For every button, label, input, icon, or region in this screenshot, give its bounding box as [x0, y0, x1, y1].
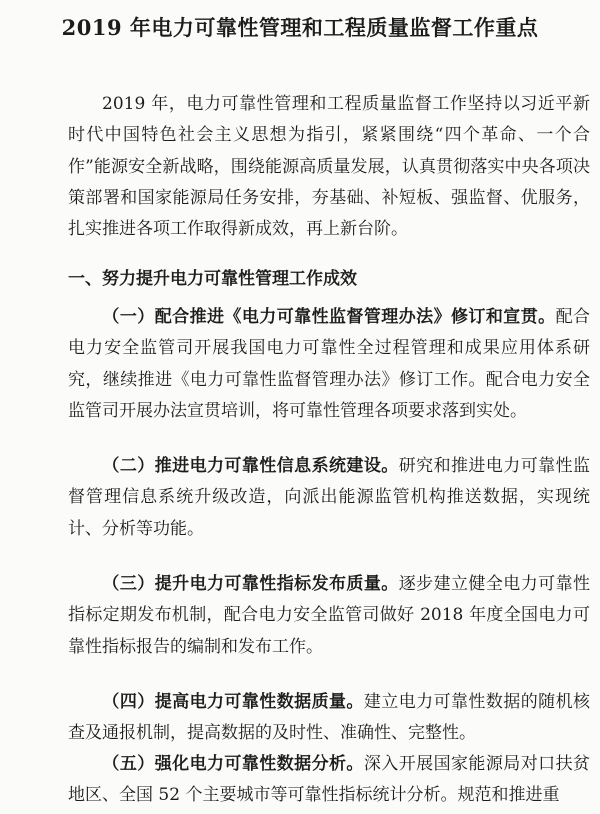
item-body: 研究和推进电力可靠性监督管理信息系统升级改造，向派出能源监管机构推送数据，实现统计、分析等功能。 [68, 456, 591, 539]
intro-text: 2019 年，电力可靠性管理和工程质量监督工作坚持以习近平新时代中国特色社会主义思想为指引，紧紧围绕“四个革命、一个合作”能源安全新战略，围绕能源高质量发展，认真贯彻落实中央各项决策部署和国家能源局任务安排，夯基础、补短板、强监督、优服务，扎实推进各项工作取得新成效，再上新台阶。 [68, 94, 590, 240]
item-body: 逐步建立健全电力可靠性指标定期发布机制，配合电力安全监管司做好 2018 年度全国电力可靠性指标报告的编制和发布工作。 [68, 574, 591, 657]
intro-paragraph [68, 89, 590, 245]
item-lead: （二）推进电力可靠性信息系统建设。 [102, 456, 399, 476]
item-lead: （一）配合推进《电力可靠性监督管理办法》修订和宣贯。 [102, 307, 556, 327]
item-paragraph-2 [68, 451, 590, 545]
item-body: 深入开展国家能源局对口扶贫地区、全国 52 个主要城市等可靠性指标统计分析。规范和推进重 [68, 754, 591, 806]
item-lead: （五）强化电力可靠性数据分析。 [102, 754, 364, 774]
document-title: 2019 年电力可靠性管理和工程质量监督工作重点 [61, 15, 539, 40]
item-paragraph-5 [68, 749, 590, 812]
item-lead: （三）提升电力可靠性指标发布质量。 [102, 574, 399, 594]
section-heading: 一、努力提升电力可靠性管理工作成效 [68, 269, 357, 289]
item-paragraph-1 [68, 302, 590, 427]
item-lead: （四）提高电力可靠性数据质量。 [102, 692, 364, 712]
item-paragraph-4 [68, 687, 590, 750]
item-body: 配合电力安全监管司开展我国电力可靠性全过程管理和成果应用体系研究，继续推进《电力可靠性监督管理办法》修订工作。配合电力安全监管司开展办法宣贯培训，将可靠性管理各项要求落到实处。 [68, 307, 591, 421]
item-paragraph-3 [68, 569, 590, 663]
item-body: 建立电力可靠性数据的随机核查及通报机制，提高数据的及时性、准确性、完整性。 [68, 692, 591, 744]
